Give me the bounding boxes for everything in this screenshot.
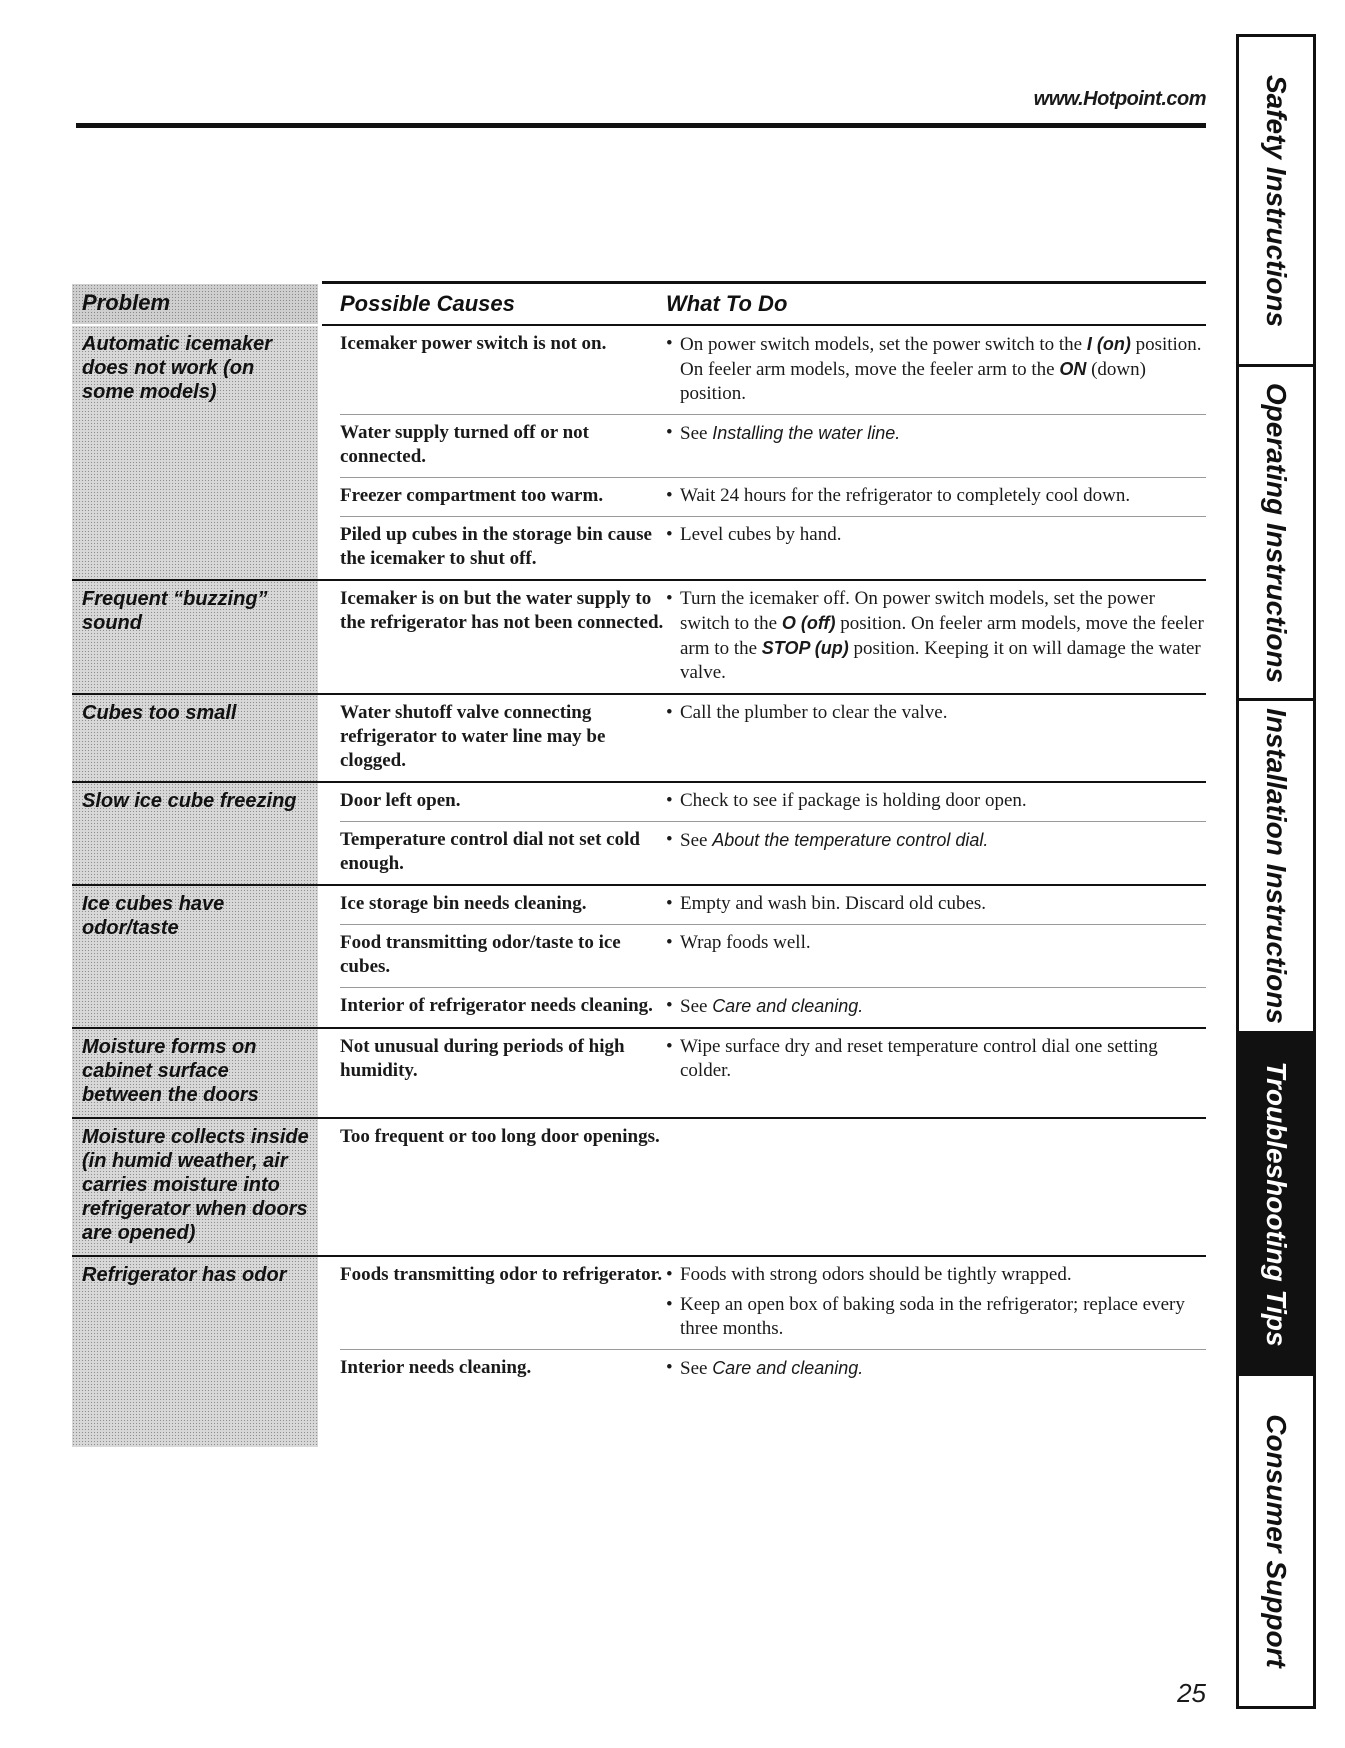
remedy-text: See [680, 423, 708, 444]
cause-text: Ice storage bin needs cleaning. [340, 893, 587, 914]
bullet-icon: • [666, 702, 673, 723]
cause-entry [340, 581, 1206, 693]
problem-text: Cubes too small [82, 702, 237, 724]
cause-text: Not unusual during periods of high humidity. [340, 1036, 625, 1081]
cause-text: Piled up cubes in the storage bin cause the icemaker to shut off. [340, 524, 652, 569]
tab-installation-instructions[interactable] [1239, 701, 1313, 1034]
tab-label: Installation Instructions [1261, 708, 1292, 1024]
remedy [666, 1356, 1206, 1381]
bullet-icon: • [666, 1036, 673, 1057]
problem-text: Slow ice cube freezing [82, 790, 297, 812]
cause-entry [340, 1119, 1206, 1157]
table-header-row [72, 284, 1206, 324]
cause-text: Too frequent or too long door openings. [340, 1126, 660, 1147]
section-reference-link[interactable]: Care and cleaning. [712, 996, 864, 1016]
cause-text: Water supply turned off or not connected. [340, 422, 589, 467]
cause-entry [340, 517, 1206, 579]
section-reference-link[interactable]: About the temperature control dial. [712, 830, 989, 850]
section-reference-link[interactable]: Care and cleaning. [712, 1358, 864, 1378]
problem-cell [72, 1029, 318, 1117]
bullet-icon: • [666, 524, 673, 545]
cause-text: Foods transmitting odor to refrigerator. [340, 1264, 663, 1285]
cause-entry [340, 925, 1206, 988]
cause-text: Interior of refrigerator needs cleaning. [340, 995, 653, 1016]
remedy-text: Keep an open box of baking soda in the refrigerator; replace every three months. [680, 1294, 1185, 1339]
remedy-text: See [680, 996, 708, 1017]
bullet-icon: • [666, 1264, 673, 1285]
problem-cell [72, 783, 318, 884]
problem-cell [72, 326, 318, 579]
cause-entry [340, 988, 1206, 1027]
bullet-icon: • [666, 485, 673, 506]
causes-list [340, 783, 1206, 884]
cause-text: Food transmitting odor/taste to ice cubes. [340, 932, 621, 977]
header-rule [76, 123, 1206, 128]
problem-section [72, 695, 1206, 783]
cause-entry [340, 783, 1206, 822]
problem-section [72, 886, 1206, 1029]
cause-entry [340, 886, 1206, 925]
causes-list [340, 886, 1206, 1027]
tab-safety-instructions[interactable] [1239, 37, 1313, 367]
problem-section [72, 326, 1206, 581]
remedy-text: Wrap foods well. [680, 932, 811, 953]
causes-list [340, 326, 1206, 579]
causes-list [340, 581, 1206, 693]
problem-cell [72, 695, 318, 781]
problem-text: Moisture forms on cabinet surface between the doors [82, 1036, 259, 1106]
cause-text: Temperature control dial not set cold enough. [340, 829, 640, 874]
bullet-icon: • [666, 588, 673, 609]
remedy [666, 994, 1206, 1019]
causes-list [340, 1119, 1206, 1255]
remedy-text: See [680, 1358, 708, 1379]
remedy [666, 828, 1206, 876]
cause-entry [340, 822, 1206, 884]
troubleshooting-table [72, 281, 1206, 1447]
remedy [666, 892, 1206, 916]
remedy [666, 701, 1206, 773]
cause-text: Water shutoff valve connecting refrigerator to water line may be clogged. [340, 702, 606, 771]
tab-label: Consumer Support [1261, 1414, 1292, 1668]
problem-section [72, 783, 1206, 886]
causes-list [340, 1257, 1206, 1447]
bullet-icon: • [666, 1294, 673, 1315]
tab-operating-instructions[interactable] [1239, 367, 1313, 701]
tab-label: Operating Instructions [1261, 382, 1292, 683]
tab-consumer-support[interactable] [1239, 1376, 1313, 1706]
remedy-text: Empty and wash bin. Discard old cubes. [680, 893, 987, 914]
cause-entry [340, 415, 1206, 478]
causes-list [340, 1029, 1206, 1117]
remedy-text: Wipe surface dry and reset temperature control dial one setting colder. [680, 1036, 1158, 1081]
remedy [666, 332, 1206, 406]
remedy-emphasis: I (on) [1086, 334, 1131, 354]
bullet-icon: • [666, 1357, 673, 1378]
problem-cell [72, 1257, 318, 1447]
problem-text: Automatic icemaker does not work (on some models) [82, 333, 273, 403]
tab-troubleshooting-tips[interactable] [1239, 1034, 1313, 1376]
cause-text: Freezer compartment too warm. [340, 485, 604, 506]
problem-section [72, 581, 1206, 695]
tab-label: Safety Instructions [1261, 74, 1292, 327]
remedy-text: Level cubes by hand. [680, 524, 842, 545]
bullet-icon: • [666, 829, 673, 850]
remedy-text: See [680, 830, 708, 851]
bullet-icon: • [666, 932, 673, 953]
cause-entry [340, 326, 1206, 415]
bullet-icon: • [666, 893, 673, 914]
remedy-emphasis: ON [1059, 359, 1087, 379]
remedy [666, 421, 1206, 469]
problem-cell [72, 886, 318, 1027]
problem-text: Moisture collects inside (in humid weather, air carries moisture into refrigerator when doors are opened) [82, 1126, 309, 1244]
problem-section [72, 1257, 1206, 1447]
problem-section [72, 1119, 1206, 1257]
section-tabs [1236, 34, 1316, 1709]
remedy [666, 523, 1206, 571]
problem-column-header: Problem [72, 284, 318, 324]
remedy-text: On power switch models, set the power switch to the [680, 334, 1083, 355]
problem-cell [72, 581, 318, 693]
remedy [666, 484, 1206, 508]
remedy-emphasis: O (off) [781, 613, 836, 633]
bullet-icon: • [666, 790, 673, 811]
bullet-icon: • [666, 995, 673, 1016]
problem-text: Refrigerator has odor [82, 1264, 287, 1286]
remedy [666, 789, 1206, 813]
todo-column-header: What To Do [666, 291, 788, 316]
cause-text: Door left open. [340, 790, 461, 811]
cause-text: Interior needs cleaning. [340, 1357, 532, 1378]
cause-text: Icemaker is on but the water supply to the refrigerator has not been connected. [340, 588, 664, 633]
remedy-text: Check to see if package is holding door open. [680, 790, 1027, 811]
causes-list [340, 695, 1206, 781]
cause-entry [340, 1257, 1206, 1350]
remedy-text: Call the plumber to clear the valve. [680, 702, 948, 723]
cause-entry [340, 1350, 1206, 1389]
tab-label: Troubleshooting Tips [1261, 1060, 1292, 1347]
bullet-icon: • [666, 422, 673, 443]
remedy-text: Turn the icemaker off. On power switch models, set the power switch to the [680, 588, 1155, 634]
problem-text: Ice cubes have odor/taste [82, 893, 225, 939]
remedy [666, 587, 1206, 685]
cause-entry [340, 1029, 1206, 1091]
bullet-icon: • [666, 333, 673, 354]
remedy [666, 1125, 1206, 1149]
remedy-text: position. Keeping it on will damage the water valve. [680, 638, 1201, 683]
remedy [666, 1035, 1206, 1083]
remedy-emphasis: STOP (up) [761, 638, 849, 658]
cause-entry [340, 478, 1206, 517]
website-url: www.Hotpoint.com [1033, 88, 1206, 110]
page-number: 25 [1177, 1678, 1206, 1708]
remedy-text: position. On feeler arm models, move the feeler arm to the [680, 334, 1202, 380]
remedy [666, 931, 1206, 979]
remedy-text: Foods with strong odors should be tightly wrapped. [680, 1264, 1072, 1285]
remedy-text: (down) position. [680, 359, 1146, 404]
problem-cell [72, 1119, 318, 1255]
cause-entry [340, 695, 1206, 781]
problem-text: Frequent “buzzing” sound [82, 588, 268, 634]
causes-column-header: Possible Causes [340, 291, 515, 316]
section-reference-link[interactable]: Installing the water line. [712, 423, 901, 443]
remedy [666, 1263, 1206, 1341]
cause-text: Icemaker power switch is not on. [340, 333, 607, 354]
problem-section [72, 1029, 1206, 1119]
remedy-text: position. On feeler arm models, move the feeler arm to the [680, 613, 1204, 659]
remedy-text: Wait 24 hours for the refrigerator to completely cool down. [680, 485, 1131, 506]
